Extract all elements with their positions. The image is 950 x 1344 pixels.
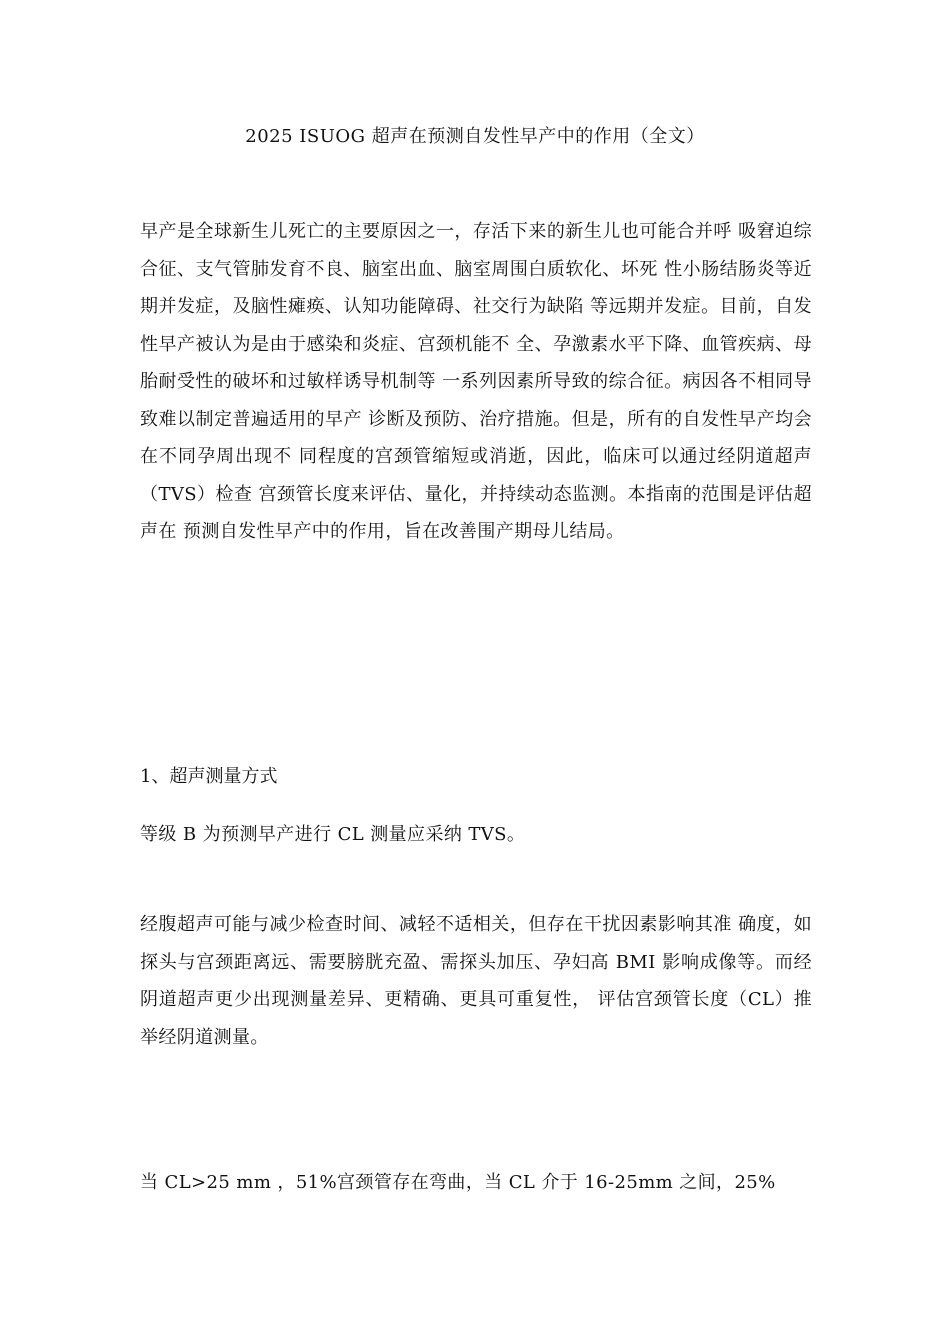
intro-paragraph: 早产是全球新生儿死亡的主要原因之一，存活下来的新生儿也可能合并呼 吸窘迫综合征、支气管肺发育不良、脑室出血、脑室周围白质软化、坏死 性小肠结肠炎等近期并发症，及脑性瘫痪、认知功能障碍、社交行为缺陷 等远期并发症。目前，自发性早产被认为是由于感染和炎症、宫颈机能不 全、孕激素水平下降、血管疾病、母胎耐受性的破坏和过敏样诱导机制等 一系列因素所导致的综合征。病因各不相同导致难以制定普遍适用的早产 诊断及预防、治疗措施。但是，所有的自发性早产均会在不同孕周出现不 同程度的宫颈管缩短或消逝，因此，临床可以通过经阴道超声（TVS）检查 宫颈管长度来评估、量化，并持续动态监测。本指南的范围是评估超声在 预测自发性早产中的作用，旨在改善围产期母儿结局。 [140, 221, 812, 542]
section-heading: 1、超声测量方式 [140, 766, 278, 787]
grade-recommendation: 等级 B 为预测早产进行 CL 测量应采纳 TVS。 [140, 824, 526, 845]
document-title: 2025 ISUOG 超声在预测自发性早产中的作用（全文） [245, 126, 705, 147]
section-paragraph: 经腹超声可能与减少检查时间、减轻不适相关，但存在干扰因素影响其准 确度，如探头与宫颈距离远、需要膀胱充盈、需探头加压、孕妇高 BMI 影响成像等。而经阴道超声更少出现测量差异、更精确、更具可重复性， 评估宫颈管长度（CL）推举经阴道测量。 [140, 914, 812, 1048]
partial-paragraph: 当 CL>25 mm ，51%宫颈管存在弯曲，当 CL 介于 16-25mm 之间，25% [140, 1172, 776, 1193]
